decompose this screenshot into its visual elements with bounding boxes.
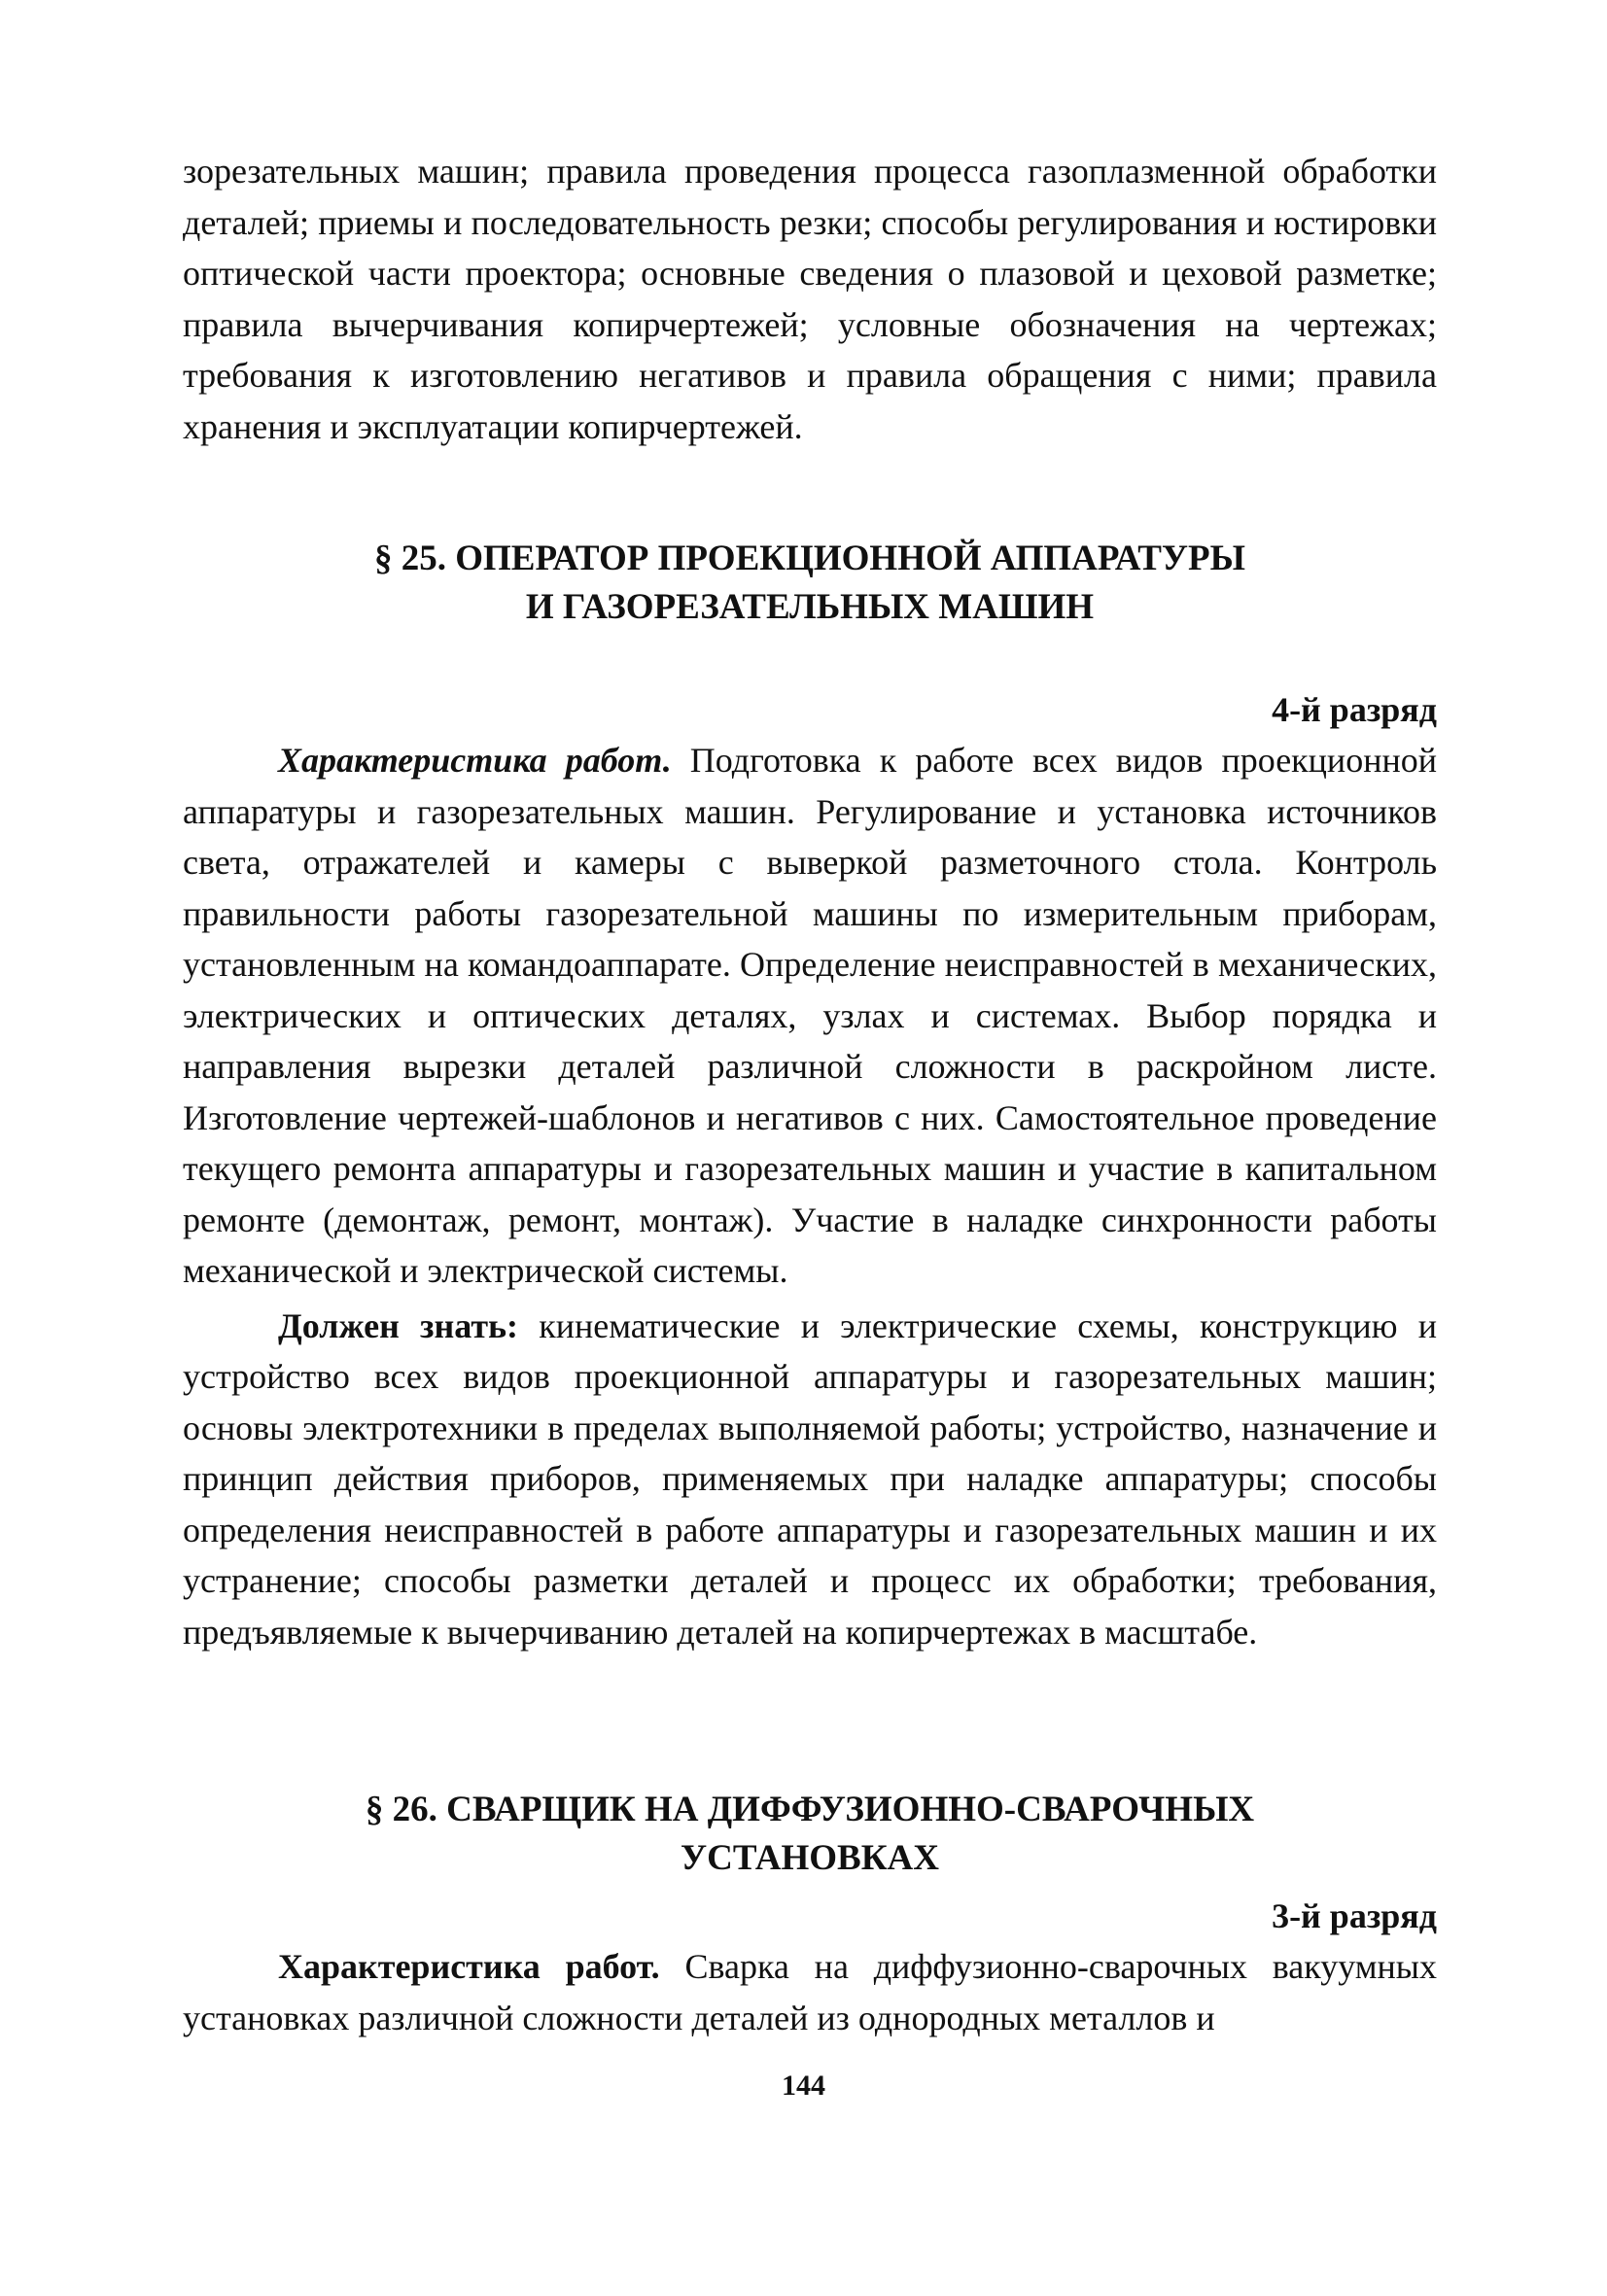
section-25-characteristics-label: Характеристика работ. [278,741,672,780]
section-25 [183,535,1437,1657]
intro-paragraph: зорезательных машин; правила проведения процесса газоплазменной обработки деталей; приемы и последовательность резки; способы регулирования и юстировки оптической части проектора; основные сведения о плазовой и цеховой разметке; правила вычерчивания копирчертежей; условные обозначения на чертежах; требования к изготовлению негативов и правила обращения с ними; правила хранения и эксплуатации копирчертежей. [183,152,1437,446]
section-26-title [183,1786,1437,1883]
section-25-title-line1: § 25. ОПЕРАТОР ПРОЕКЦИОННОЙ АППАРАТУРЫ [374,539,1245,578]
section-26 [183,1786,1437,2043]
section-26-title-line1: § 26. СВАРЩИК НА ДИФФУЗИОННО-СВАРОЧНЫХ [365,1790,1255,1829]
section-25-characteristics [183,735,1437,1297]
section-25-must-know-label: Должен знать: [278,1305,519,1345]
section-26-grade: 3-й разряд [1272,1896,1437,1935]
section-25-characteristics-text: Подготовка к работе всех видов проекционной аппаратуры и газорезательных машин. Регулирование и установка источников света, отражателей и камеры с выверкой разметочного стола. Контроль правильности работы газорезательной машины по измерительным приборам, установленным на командоаппарате. Определение неисправностей в механических, электрических и оптических деталях, узлах и системах. Выбор порядка и направления вырезки деталей различной сложности в раскройном листе. Изготовление чертежей-шаблонов и негативов с них. Самостоятельное проведение текущего ремонта аппаратуры и газорезательных машин и участие в капитальном ремонте (демонтаж, ремонт, монтаж). Участие в наладке синхронности работы механической и электрической системы. [183,741,1437,1290]
document-page [183,146,1437,2043]
section-25-must-know [183,1301,1437,1658]
section-25-grade: 4-й разряд [1272,690,1437,729]
section-25-must-know-text: кинематические и электрические схемы, конструкцию и устройство всех видов проекционной аппаратуры и газорезательных машин; основы электротехники в пределах выполняемой работы; устройство, назначение и принцип действия приборов, применяемых при наладке аппаратуры; способы определения неисправностей в работе аппаратуры и газорезательных машин и их устранение; способы разметки деталей и процесс их обработки; требования, предъявляемые к вычерчиванию деталей на копирчертежах в масштабе. [183,1305,1437,1652]
section-25-title [183,535,1437,632]
section-26-characteristics [183,1941,1437,2043]
section-25-title-line2: И ГАЗОРЕЗАТЕЛЬНЫХ МАШИН [525,587,1095,627]
page-number: 144 [782,2070,825,2102]
section-26-characteristics-label: Характеристика работ. [278,1947,660,1986]
section-26-title-line2: УСТАНОВКАХ [681,1838,939,1878]
section-26-characteristics-text: Сварка на диффузионно-сварочных вакуумных установках различной сложности деталей из однородных металлов и [183,1947,1437,2037]
